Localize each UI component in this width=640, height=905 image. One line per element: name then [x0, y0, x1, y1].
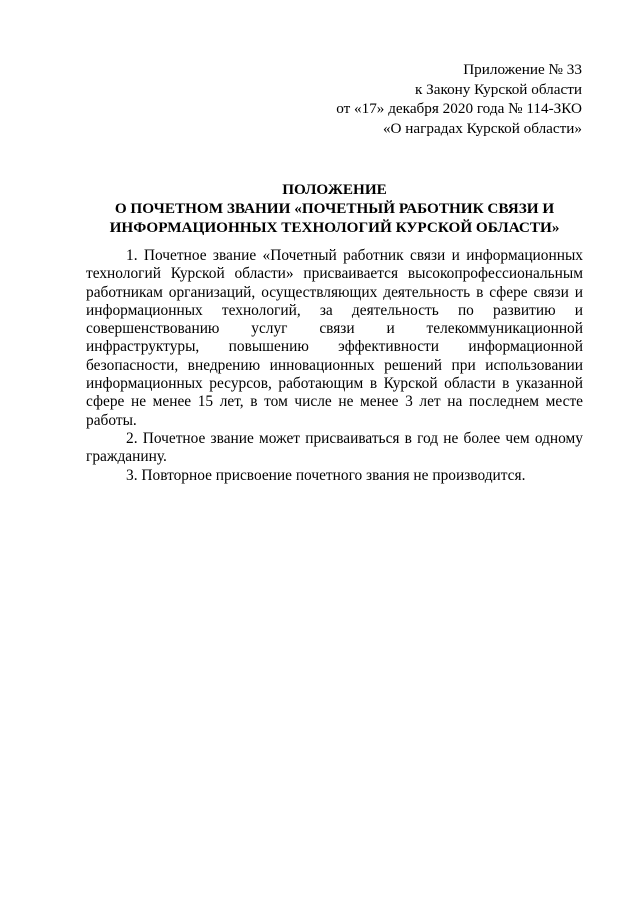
- document-body: [86, 247, 583, 485]
- paragraph-3: 3. Повторное присвоение почетного звания не производится.: [126, 466, 526, 484]
- appendix-law-date: от «17» декабря 2020 года № 114-ЗКО: [336, 100, 582, 117]
- document-title: [86, 180, 583, 237]
- title-line-3: ИНФОРМАЦИОННЫХ ТЕХНОЛОГИЙ КУРСКОЙ ОБЛАСТИ»: [109, 219, 560, 236]
- appendix-law-reference: к Закону Курской области: [414, 80, 582, 98]
- appendix-law-title: «О наградах Курской области»: [382, 119, 582, 137]
- appendix-number: Приложение № 33: [463, 61, 582, 78]
- paragraph-1: 1. Почетное звание «Почетный работник связи и информационных технологий Курской области» присваивается высокопрофессиональным работникам организаций, осуществляющих деятельность в сфере связи и информационных технологий, за деятельность по развитию и совершенствованию услуг связи и телекоммуникационной инфраструктуры, повышению эффективности информационной безопасности, внедрению инновационных решений при использовании информационных ресурсов, работающим в Курской области в указанной сфере не менее 15 лет, в том числе не менее 3 лет на последнем месте работы.: [86, 247, 583, 429]
- paragraph-2: 2. Почетное звание может присваиваться в год не более чем одному гражданину.: [86, 429, 583, 466]
- title-line-2: О ПОЧЕТНОМ ЗВАНИИ «ПОЧЕТНЫЙ РАБОТНИК СВЯЗИ И: [114, 200, 555, 217]
- appendix-header: [300, 60, 582, 138]
- title-heading: ПОЛОЖЕНИЕ: [282, 181, 387, 198]
